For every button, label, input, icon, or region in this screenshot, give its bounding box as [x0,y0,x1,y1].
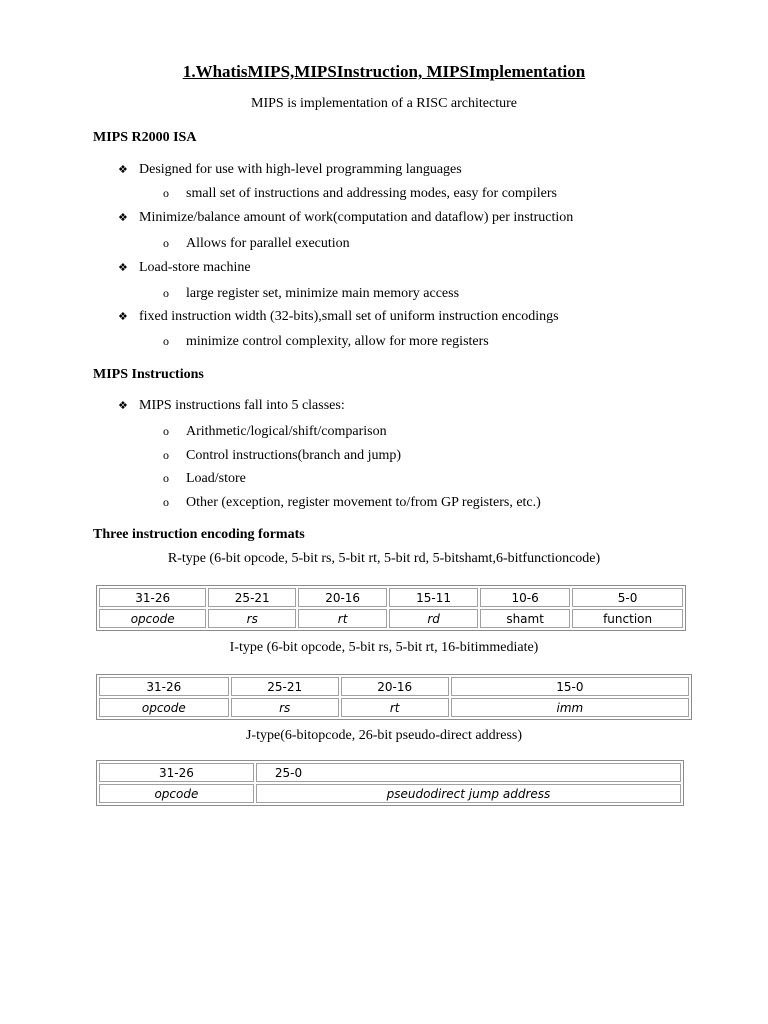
circle-bullet-icon: o [163,424,169,438]
j-type-bit-range: 25-0 [256,763,681,782]
diamond-bullet-icon: ❖ [118,261,128,274]
isa-bullet-text: fixed instruction width (32-bits),small set of uniform instruction encodings [139,309,559,324]
r-type-bits-row [99,588,683,607]
diamond-bullet-icon: ❖ [118,163,128,176]
j-type-bits-row [99,763,681,782]
i-type-bits-row [99,677,689,696]
instructions-bullet-text: MIPS instructions fall into 5 classes: [139,398,345,413]
i-type-table [96,674,692,720]
r-type-bit-range: 5-0 [572,588,683,607]
r-type-field: rd [389,609,478,628]
instruction-class-text: Arithmetic/logical/shift/comparison [186,424,387,439]
r-type-bit-range: 20-16 [298,588,387,607]
instruction-class-text: Control instructions(branch and jump) [186,448,402,463]
circle-bullet-icon: o [163,334,169,348]
isa-bullet-text: Minimize/balance amount of work(computation and dataflow) per instruction [139,210,574,225]
r-type-field: rt [298,609,387,628]
i-type-caption: I-type (6-bit opcode, 5-bit rs, 5-bit rt, 16-bitimmediate) [229,640,539,655]
isa-bullet-text: Designed for use with high-level programming languages [139,162,462,177]
isa-bullet-text: Load-store machine [139,260,251,275]
r-type-bit-range: 10-6 [480,588,570,607]
isa-bullet-1 [118,162,462,178]
instruction-class-text: Load/store [186,471,246,486]
document-subtitle: MIPS is implementation of a RISC architecture [251,96,517,111]
document-title: 1.WhatisMIPS,MIPSInstruction, MIPSImplementation [182,62,586,81]
r-type-bit-range: 25-21 [208,588,296,607]
circle-bullet-icon: o [163,236,169,250]
isa-sub-bullet-text: Allows for parallel execution [186,236,350,251]
j-type-table [96,760,684,806]
instructions-heading: MIPS Instructions [93,367,204,382]
isa-sub-bullet-text: small set of instructions and addressing modes, easy for compilers [186,186,557,201]
r-type-field: function [572,609,683,628]
circle-bullet-icon: o [163,471,169,485]
isa-bullet-4 [118,309,559,325]
r-type-fields-row [99,609,683,628]
isa-bullet-2 [118,210,573,226]
diamond-bullet-icon: ❖ [118,399,128,412]
instructions-bullet [118,398,345,414]
i-type-field: imm [451,698,689,717]
j-type-field: opcode [99,784,254,803]
r-type-bit-range: 31-26 [99,588,206,607]
circle-bullet-icon: o [163,448,169,462]
isa-sub-bullet-3 [163,286,459,302]
instruction-class-text: Other (exception, register movement to/from GP registers, etc.) [186,495,541,510]
circle-bullet-icon: o [163,495,169,509]
i-type-field: rt [341,698,449,717]
circle-bullet-icon: o [163,286,169,300]
circle-bullet-icon: o [163,186,169,200]
instruction-class-3 [163,471,246,487]
i-type-field: rs [231,698,339,717]
instruction-class-1 [163,424,387,440]
r-type-table [96,585,686,631]
formats-heading: Three instruction encoding formats [93,527,305,542]
isa-sub-bullet-2 [163,236,350,252]
isa-sub-bullet-4 [163,334,489,350]
r-type-field: opcode [99,609,206,628]
i-type-bit-range: 20-16 [341,677,449,696]
i-type-fields-row [99,698,689,717]
i-type-bit-range: 31-26 [99,677,229,696]
instruction-class-2 [163,448,401,464]
r-type-field: rs [208,609,296,628]
isa-bullet-3 [118,260,251,276]
j-type-field: pseudodirect jump address [256,784,681,803]
diamond-bullet-icon: ❖ [118,310,128,323]
i-type-bit-range: 15-0 [451,677,689,696]
instruction-class-4 [163,495,541,511]
i-type-field: opcode [99,698,229,717]
r-type-caption: R-type (6-bit opcode, 5-bit rs, 5-bit rt, 5-bit rd, 5-bitshamt,6-bitfunctioncode) [167,551,601,566]
isa-sub-bullet-text: large register set, minimize main memory access [186,286,460,301]
r-type-field: shamt [480,609,570,628]
r-type-bit-range: 15-11 [389,588,478,607]
j-type-caption: J-type(6-bitopcode, 26-bit pseudo-direct address) [245,728,523,743]
isa-sub-bullet-1 [163,186,557,202]
j-type-fields-row [99,784,681,803]
i-type-bit-range: 25-21 [231,677,339,696]
diamond-bullet-icon: ❖ [118,211,128,224]
isa-sub-bullet-text: minimize control complexity, allow for more registers [186,334,489,349]
j-type-bit-range: 31-26 [99,763,254,782]
isa-heading: MIPS R2000 ISA [93,130,197,145]
